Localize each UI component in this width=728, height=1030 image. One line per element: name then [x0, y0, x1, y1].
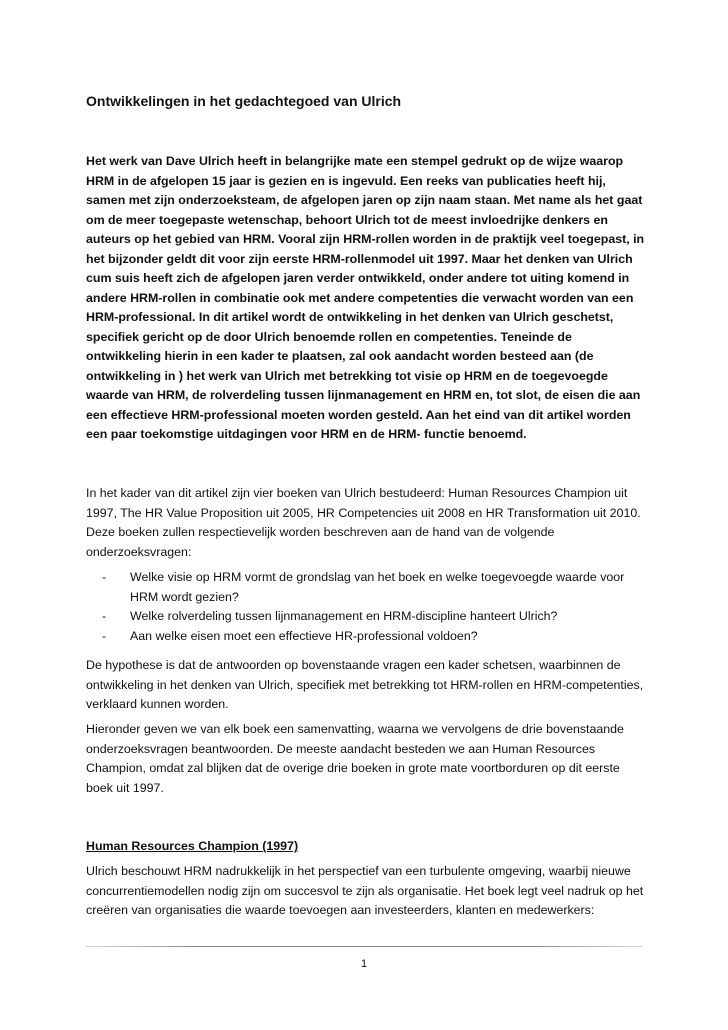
list-item-text: Welke visie op HRM vormt de grondslag van het boek en welke toegevoegde waarde voor HRM wordt gezien?: [130, 570, 625, 604]
list-item: [86, 627, 646, 647]
list-item: [86, 607, 646, 627]
list-dash: -: [102, 628, 107, 643]
list-item: [86, 568, 646, 607]
summary-paragraph: Hieronder geven we van elk boek een samenvatting, waarna we vervolgens de drie bovenstaande onderzoeksvragen beantwoorden. De meeste aandacht besteden we aan Human Resources Champion, omdat zal blijken dat de overige drie boeken in grote mate voortborduren op dit eerste boek uit 1997.: [86, 722, 624, 795]
intro-paragraph: Het werk van Dave Ulrich heeft in belangrijke mate een stempel gedrukt op de wijze waarop HRM in de afgelopen 15 jaar is gezien en is ingevuld. Een reeks van publicaties heeft hij, samen met zijn onderzoeksteam, de afgelopen jaren op zijn naam staan. Met name als het gaat om de meer toegepaste wetenschap, behoort Ulrich tot de meest invloedrijke denkers en auteurs op het gebied van HRM. Vooral zijn HRM-rollen worden in de praktijk veel toegepast, in het bijzonder geldt dit voor zijn eerste HRM-rollenmodel uit 1997. Maar het denken van Ulrich cum suis heeft zich de afgelopen jaren verder ontwikkeld, onder andere tot uiting komend in andere HRM-rollen in combinatie ook met andere competenties die verwacht worden van een HRM-professional. In dit artikel wordt de ontwikkeling in het denken van Ulrich geschetst, specifiek gericht op de door Ulrich benoemde rollen en competenties. Teneinde de ontwikkeling hierin in een kader te plaatsen, zal ook aandacht worden besteed aan (de ontwikkeling in ) het werk van Ulrich met betrekking tot visie op HRM en de toegevoegde waarde van HRM, de rolverdeling tussen lijnmanagement en HRM en, tot slot, de eisen die aan een effectieve HRM-professional moeten worden gesteld. Aan het eind van dit artikel worden een paar toekomstige uitdagingen voor HRM en de HRM- functie benoemd.: [86, 154, 645, 441]
list-dash: -: [102, 570, 107, 584]
list-item-text: Welke rolverdeling tussen lijnmanagement en HRM-discipline hanteert Ulrich?: [130, 609, 558, 623]
books-paragraph: In het kader van dit artikel zijn vier boeken van Ulrich bestudeerd: Human Resources Champion uit 1997, The HR Value Proposition uit 2005, HR Competencies uit 2008 en HR Transformation uit 2010. Deze boeken zullen respectievelijk worden beschreven aan de hand van de volgende onderzoeksvragen:: [86, 486, 641, 559]
hypothesis-paragraph: De hypothese is dat de antwoorden op bovenstaande vragen een kader schetsen, waarbinnen de ontwikkeling in het denken van Ulrich, specifiek met betrekking tot HRM-rollen en HRM-competenties, verklaard kunnen worden.: [86, 658, 644, 711]
list-dash: -: [102, 609, 107, 623]
section-paragraph: Ulrich beschouwt HRM nadrukkelijk in het perspectief van een turbulente omgeving, waarbij nieuwe concurrentiemodellen nodig zijn om succesvol te zijn als organisatie. Het boek legt veel nadruk op het creëren van organisaties die waarde toevoegen aan investeerders, klanten en medewerkers:: [86, 864, 644, 917]
footer-divider: [86, 946, 642, 947]
page-number: 1: [360, 958, 368, 970]
section-heading: Human Resources Champion (1997): [86, 839, 299, 853]
research-questions-list: [86, 568, 646, 646]
document-title: Ontwikkelingen in het gedachtegoed van Ulrich: [86, 93, 402, 109]
list-item-text: Aan welke eisen moet een effectieve HR-professional voldoen?: [130, 628, 478, 643]
